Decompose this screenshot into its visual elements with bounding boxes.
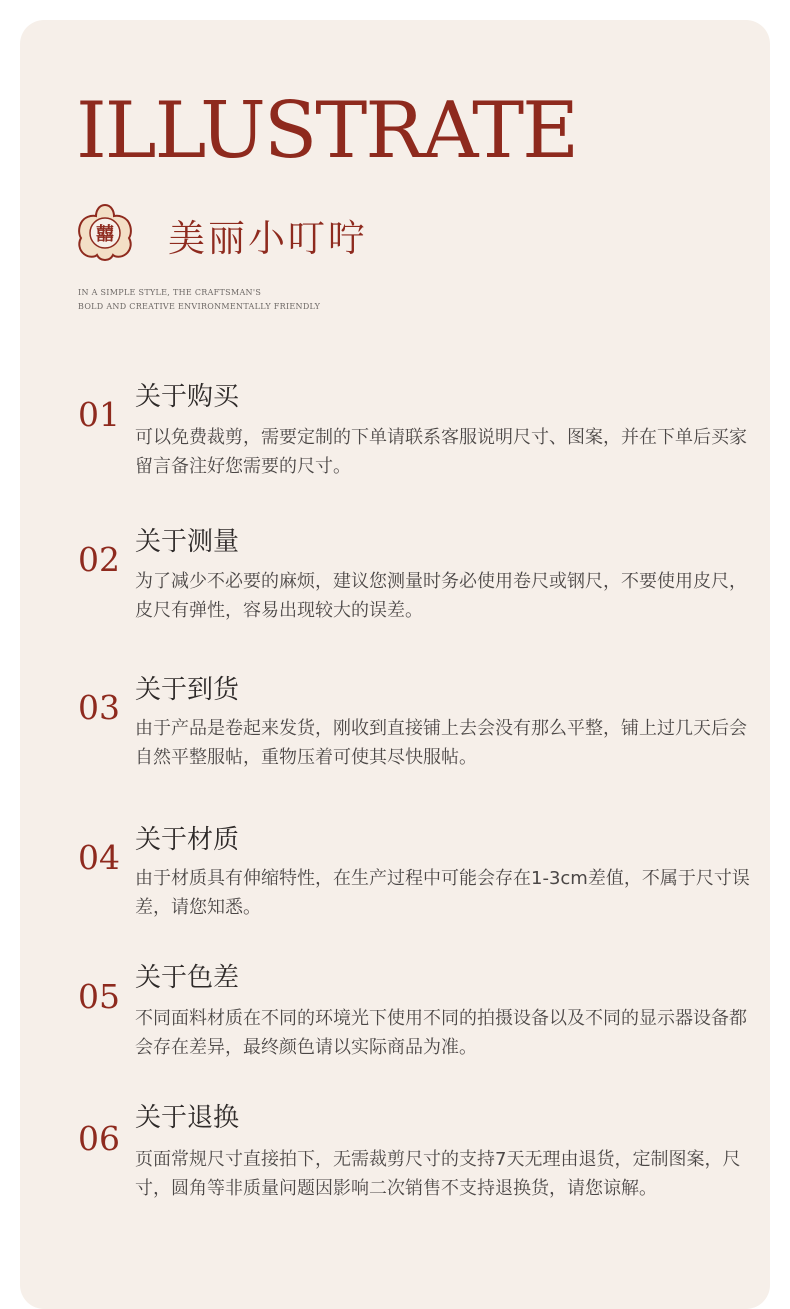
page-title: ILLUSTRATE [76, 86, 578, 176]
section-number: 06 [78, 1119, 120, 1158]
brand-name: 美丽小叮咛 [168, 217, 368, 260]
slogan-line-2: BOLD AND CREATIVE ENVIRONMENTALLY FRIENDLY [78, 302, 321, 311]
emblem-glyph: 囍 [96, 224, 114, 245]
slogan-line-1: IN A SIMPLE STYLE, THE CRAFTSMAN'S [78, 288, 262, 297]
section-body: 由于材质具有伸缩特性，在生产过程中可能会存在1-3cm差值，不属于尺寸误差，请您知悉。 [135, 868, 750, 918]
section-title: 关于购买 [135, 382, 240, 412]
section-title: 关于测量 [135, 527, 240, 557]
slogan [78, 286, 320, 314]
section-title: 关于材质 [135, 825, 240, 855]
section-number: 05 [78, 977, 120, 1016]
double-happiness-emblem-icon [76, 203, 134, 261]
section-title: 关于退换 [135, 1103, 240, 1133]
section-number: 03 [78, 688, 120, 727]
section-number: 04 [78, 838, 120, 877]
section-body: 页面常规尺寸直接拍下，无需裁剪尺寸的支持7天无理由退货，定制图案，尺寸，圆角等非质量问题因影响二次销售不支持退换货，请您谅解。 [135, 1149, 741, 1199]
section-body: 由于产品是卷起来发货，刚收到直接铺上去会没有那么平整，铺上过几天后会自然平整服帖，重物压着可使其尽快服帖。 [135, 718, 747, 768]
section-body: 不同面料材质在不同的环境光下使用不同的拍摄设备以及不同的显示器设备都会存在差异，最终颜色请以实际商品为准。 [135, 1008, 747, 1058]
section-title: 关于到货 [135, 675, 240, 705]
section-number: 01 [78, 395, 120, 434]
section-body: 为了减少不必要的麻烦，建议您测量时务必使用卷尺或钢尺，不要使用皮尺，皮尺有弹性，容易出现较大的误差。 [135, 571, 747, 621]
section-body: 可以免费裁剪，需要定制的下单请联系客服说明尺寸、图案，并在下单后买家留言备注好您需要的尺寸。 [135, 427, 747, 477]
section-title: 关于色差 [135, 963, 240, 993]
section-number: 02 [78, 540, 120, 579]
